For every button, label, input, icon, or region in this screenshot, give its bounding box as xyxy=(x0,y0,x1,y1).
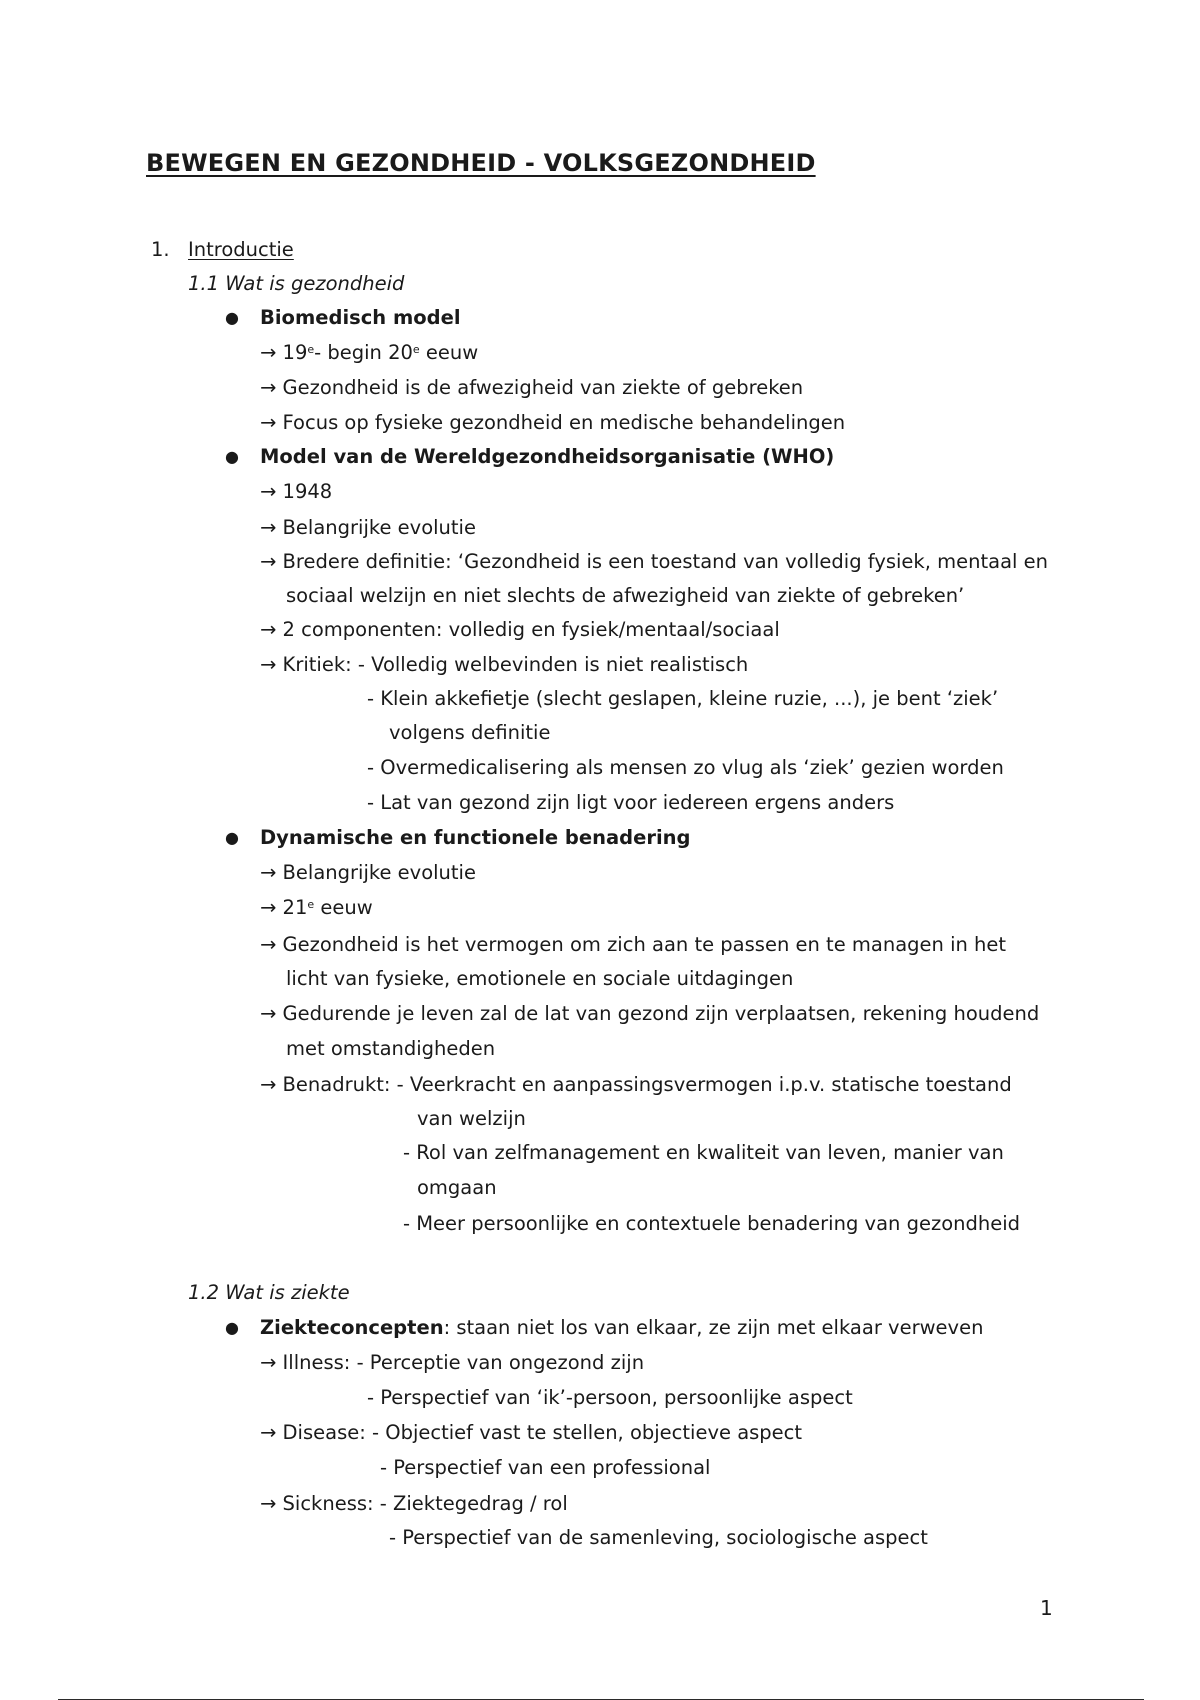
bullet-icon: ● xyxy=(225,447,239,466)
text-line: → Focus op fysieke gezondheid en medische behandelingen xyxy=(260,411,846,434)
text-line: → Benadrukt: - Veerkracht en aanpassingsvermogen i.p.v. statische toestand xyxy=(260,1073,1012,1096)
text-line: → Illness: - Perceptie van ongezond zijn xyxy=(260,1351,645,1374)
bullet-icon: ● xyxy=(225,308,239,327)
text-line: - Klein akkefietje (slecht geslapen, kleine ruzie, ...), je bent ‘ziek’ xyxy=(367,687,999,710)
text-line: → $19^e-$ begin 20e eeuw xyxy=(260,341,479,364)
text-line: licht van fysieke, emotionele en sociale uitdagingen xyxy=(286,967,794,990)
section-heading: Introductie xyxy=(188,238,294,261)
text-line: sociaal welzijn en niet slechts de afwezigheid van ziekte of gebreken’ xyxy=(286,584,965,607)
text-line: → Belangrijke evolutie xyxy=(260,516,476,539)
page-title: BEWEGEN EN GEZONDHEID - VOLKSGEZONDHEID xyxy=(146,149,816,177)
text-line: → 2 componenten: volledig en fysiek/mentaal/sociaal xyxy=(260,618,780,641)
text-line: → Belangrijke evolutie xyxy=(260,861,476,884)
page-number: 1 xyxy=(1040,1596,1053,1620)
text-line: omgaan xyxy=(417,1176,497,1199)
text-line: → Bredere definitie: ‘Gezondheid is een toestand van volledig fysiek, mentaal en xyxy=(260,550,1048,573)
text-line: - Lat van gezond zijn ligt voor iedereen ergens anders xyxy=(367,791,895,814)
text-line: met omstandigheden xyxy=(286,1037,496,1060)
text-line: → Disease: - Objectief vast te stellen, objectieve aspect xyxy=(260,1421,803,1444)
bullet-icon: ● xyxy=(225,828,239,847)
bullet-heading: Ziekteconcepten: staan niet los van elkaar, ze zijn met elkaar verweven xyxy=(260,1316,984,1339)
text-line: → $21^e$ eeuw xyxy=(260,896,373,919)
text-line: → Sickness: - Ziektegedrag / rol xyxy=(260,1492,568,1515)
bullet-heading: Dynamische en functionele benadering xyxy=(260,826,691,849)
text-line: - Perspectief van een professional xyxy=(380,1456,711,1479)
bullet-heading: Model van de Wereldgezondheidsorganisatie (WHO) xyxy=(260,445,835,468)
text-line: → Gezondheid is de afwezigheid van ziekte of gebreken xyxy=(260,376,804,399)
subsection-heading: 1.1 Wat is gezondheid xyxy=(188,272,405,295)
text-line: → 1948 xyxy=(260,480,333,503)
text-line: van welzijn xyxy=(417,1107,526,1130)
text-line: - Overmedicalisering als mensen zo vlug als ‘ziek’ gezien worden xyxy=(367,756,1004,779)
text-line: → Gedurende je leven zal de lat van gezond zijn verplaatsen, rekening houdend xyxy=(260,1002,1040,1025)
section-number: 1. xyxy=(151,238,170,261)
text-line: → Gezondheid is het vermogen om zich aan te passen en te managen in het xyxy=(260,933,1007,956)
text-line: volgens definitie xyxy=(389,721,551,744)
text-line: - Perspectief van de samenleving, sociologische aspect xyxy=(389,1526,928,1549)
text-line: - Meer persoonlijke en contextuele benadering van gezondheid xyxy=(403,1212,1021,1235)
text-line: - Rol van zelfmanagement en kwaliteit van leven, manier van xyxy=(403,1141,1004,1164)
bullet-heading: Biomedisch model xyxy=(260,306,461,329)
text-line: → Kritiek: - Volledig welbevinden is niet realistisch xyxy=(260,653,749,676)
bullet-icon: ● xyxy=(225,1318,239,1337)
subsection-heading: 1.2 Wat is ziekte xyxy=(188,1281,350,1304)
text-line: - Perspectief van ‘ik’-persoon, persoonlijke aspect xyxy=(367,1386,853,1409)
